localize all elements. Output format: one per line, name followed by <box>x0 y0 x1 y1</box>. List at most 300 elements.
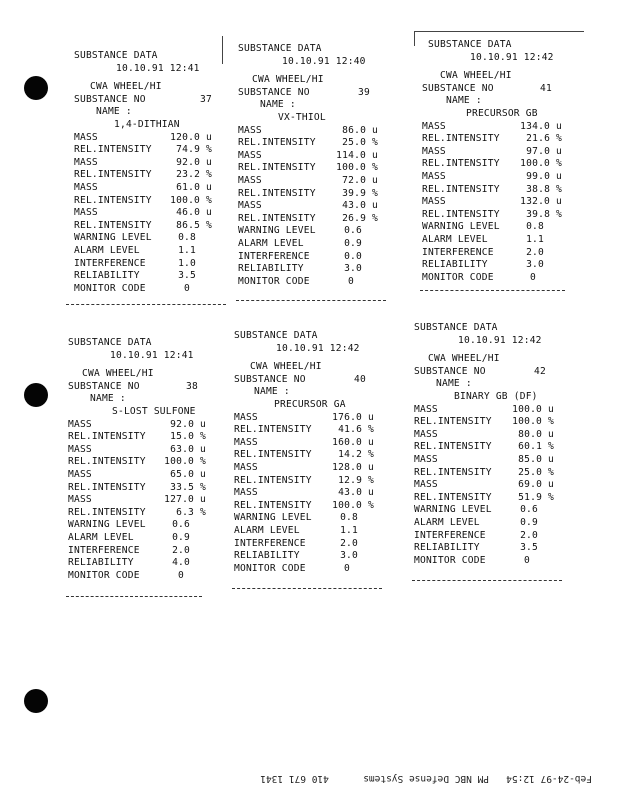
slip-row <box>414 416 554 429</box>
row-label: REL.INTENSITY <box>74 219 152 231</box>
row-label: RELIABILITY <box>422 259 488 271</box>
row-value: 1.0 <box>178 257 196 269</box>
row-label: MONITOR CODE <box>74 282 146 294</box>
slip-row <box>234 538 358 551</box>
slip-row <box>74 220 212 233</box>
slip-row <box>234 487 374 500</box>
row-label: WARNING LEVEL <box>74 232 152 244</box>
row-label: MASS <box>68 494 92 506</box>
name-label: NAME : <box>436 378 472 390</box>
slip-row <box>422 196 562 209</box>
row-value: 86.5 % <box>176 219 212 231</box>
slip-row <box>68 507 206 520</box>
row-label: RELIABILITY <box>234 550 300 562</box>
row-value: 92.0 u <box>170 418 206 430</box>
substance-no-value: 41 <box>540 82 552 94</box>
substance-no-value: 40 <box>354 373 366 385</box>
slip-row <box>422 247 544 260</box>
row-value: 63.0 u <box>170 443 206 455</box>
slip-library: CWA WHEEL/HI <box>82 368 154 380</box>
slip-row <box>238 188 378 201</box>
row-label: RELIABILITY <box>68 557 134 569</box>
row-label: ALARM LEVEL <box>238 237 304 249</box>
row-value: 132.0 u <box>520 196 562 208</box>
row-label: ALARM LEVEL <box>414 516 480 528</box>
row-value: 38.8 % <box>526 183 562 195</box>
slip-row <box>414 467 554 480</box>
slip-row <box>414 404 554 417</box>
slip-row <box>74 245 196 258</box>
row-label: ALARM LEVEL <box>74 244 140 256</box>
binder-hole-middle <box>24 383 48 407</box>
slip-row <box>422 221 544 234</box>
row-label: REL.INTENSITY <box>68 456 146 468</box>
row-value: 51.9 % <box>518 491 554 503</box>
substance-slip <box>74 50 212 295</box>
tear-line-4 <box>66 596 202 597</box>
slip-row <box>238 276 354 289</box>
substance-no-value: 42 <box>534 365 546 377</box>
substance-slip <box>234 330 374 575</box>
row-value: 25.0 % <box>342 137 378 149</box>
slip-row <box>238 137 378 150</box>
row-value: 128.0 u <box>332 461 374 473</box>
row-value: 12.9 % <box>338 474 374 486</box>
slip-header: SUBSTANCE DATA <box>234 330 318 341</box>
slip-row <box>74 258 196 271</box>
row-value: 3.0 <box>344 263 362 275</box>
row-label: INTERFERENCE <box>422 246 494 258</box>
row-label: REL.INTENSITY <box>74 169 152 181</box>
row-value: 2.0 <box>520 529 538 541</box>
slip-datetime: 10.10.91 12:42 <box>470 51 554 63</box>
row-value: 65.0 u <box>170 468 206 480</box>
slip-row <box>74 132 212 145</box>
slip-row <box>422 146 562 159</box>
row-label: MASS <box>238 174 262 186</box>
row-label: INTERFERENCE <box>74 257 146 269</box>
name-label: NAME : <box>260 99 296 111</box>
slip-row <box>238 125 378 138</box>
row-label: REL.INTENSITY <box>414 466 492 478</box>
row-value: 3.5 <box>520 542 538 554</box>
slip-row <box>68 545 190 558</box>
substance-no-row <box>234 374 366 387</box>
substance-no-label: SUBSTANCE NO <box>238 86 310 98</box>
slip-row <box>234 500 374 513</box>
row-value: 26.9 % <box>342 212 378 224</box>
slip-row <box>234 475 374 488</box>
row-value: 0.8 <box>526 221 544 233</box>
slip-row <box>422 133 562 146</box>
slip-row <box>414 517 538 530</box>
slip-row <box>68 419 206 432</box>
substance-no-label: SUBSTANCE NO <box>74 93 146 105</box>
row-label: INTERFERENCE <box>414 529 486 541</box>
substance-no-row <box>238 87 370 100</box>
slip-row <box>422 272 536 285</box>
row-value: 100.0 % <box>512 416 554 428</box>
row-value: 0 <box>178 569 184 581</box>
slip-row <box>238 200 378 213</box>
slip-row <box>74 232 196 245</box>
row-label: REL.INTENSITY <box>74 194 152 206</box>
row-value: 0.6 <box>172 519 190 531</box>
name-label: NAME : <box>254 386 290 398</box>
row-value: 0 <box>530 271 536 283</box>
row-value: 6.3 % <box>176 506 206 518</box>
row-label: MASS <box>74 181 98 193</box>
row-value: 0.0 <box>344 250 362 262</box>
slip-row <box>68 482 206 495</box>
row-label: WARNING LEVEL <box>238 225 316 237</box>
slip-datetime: 10.10.91 12:42 <box>276 342 360 354</box>
slip-row <box>238 225 362 238</box>
row-value: 61.0 u <box>176 181 212 193</box>
row-label: MASS <box>414 479 438 491</box>
row-value: 2.0 <box>526 246 544 258</box>
row-label: MONITOR CODE <box>414 554 486 566</box>
slip-row <box>68 456 206 469</box>
row-value: 43.0 u <box>338 487 374 499</box>
row-value: 114.0 u <box>336 149 378 161</box>
slip-row <box>238 251 362 264</box>
slip-row <box>238 263 362 276</box>
slip-library: CWA WHEEL/HI <box>90 81 162 93</box>
slip-row <box>74 169 212 182</box>
row-label: ALARM LEVEL <box>68 531 134 543</box>
slip-row <box>414 504 538 517</box>
row-value: 1.1 <box>178 244 196 256</box>
row-value: 134.0 u <box>520 120 562 132</box>
row-label: REL.INTENSITY <box>234 499 312 511</box>
row-label: REL.INTENSITY <box>68 481 146 493</box>
row-label: REL.INTENSITY <box>238 137 316 149</box>
slip-row <box>234 525 358 538</box>
slip-row <box>414 479 554 492</box>
row-label: REL.INTENSITY <box>234 474 312 486</box>
row-label: MASS <box>422 145 446 157</box>
row-value: 100.0 % <box>332 499 374 511</box>
slip-row <box>234 512 358 525</box>
substance-no-label: SUBSTANCE NO <box>234 373 306 385</box>
row-value: 0.8 <box>340 512 358 524</box>
slip-row <box>422 158 562 171</box>
tear-line-2 <box>236 300 386 301</box>
substance-name: S-LOST SULFONE <box>112 405 196 417</box>
row-value: 46.0 u <box>176 207 212 219</box>
substance-no-label: SUBSTANCE NO <box>68 380 140 392</box>
row-label: MASS <box>74 131 98 143</box>
slip-row <box>422 171 562 184</box>
row-label: ALARM LEVEL <box>422 233 488 245</box>
row-label: REL.INTENSITY <box>238 162 316 174</box>
substance-no-value: 38 <box>186 380 198 392</box>
slip-row <box>74 157 212 170</box>
substance-no-row <box>414 366 546 379</box>
substance-slip <box>422 39 562 284</box>
substance-slip <box>238 43 378 288</box>
row-value: 160.0 u <box>332 436 374 448</box>
slip-header: SUBSTANCE DATA <box>238 43 322 54</box>
slip-header: SUBSTANCE DATA <box>68 337 152 348</box>
substance-no-value: 39 <box>358 86 370 98</box>
row-value: 100.0 % <box>164 456 206 468</box>
slip-row <box>414 555 530 568</box>
slip-row <box>234 550 358 563</box>
row-value: 0.9 <box>520 516 538 528</box>
binder-hole-bottom <box>24 689 48 713</box>
row-value: 120.0 u <box>170 131 212 143</box>
slip-row <box>422 121 562 134</box>
row-label: MONITOR CODE <box>238 275 310 287</box>
row-value: 0.6 <box>344 225 362 237</box>
name-label: NAME : <box>446 95 482 107</box>
row-value: 74.9 % <box>176 144 212 156</box>
slip-row <box>234 563 350 576</box>
row-label: RELIABILITY <box>74 270 140 282</box>
slip-header: SUBSTANCE DATA <box>74 50 158 61</box>
row-label: MASS <box>414 428 438 440</box>
fax-footer: Feb-24-97 12:54 PM NBC Defense Systems 410 671 1341 <box>260 773 592 784</box>
row-label: MASS <box>74 156 98 168</box>
slip-library: CWA WHEEL/HI <box>252 74 324 86</box>
row-value: 0 <box>184 282 190 294</box>
row-label: MASS <box>234 487 258 499</box>
tear-line-6 <box>412 580 562 581</box>
slip-header: SUBSTANCE DATA <box>414 322 498 333</box>
slip-row <box>238 175 378 188</box>
row-value: 2.0 <box>340 537 358 549</box>
row-value: 0.8 <box>178 232 196 244</box>
slip-row <box>74 207 212 220</box>
substance-no-label: SUBSTANCE NO <box>422 82 494 94</box>
row-label: MASS <box>68 418 92 430</box>
slip-row <box>422 234 544 247</box>
row-label: REL.INTENSITY <box>238 187 316 199</box>
row-label: WARNING LEVEL <box>422 221 500 233</box>
row-value: 100.0 % <box>336 162 378 174</box>
slip-row <box>234 412 374 425</box>
row-label: MASS <box>422 196 446 208</box>
slip-row <box>414 429 554 442</box>
row-value: 1.1 <box>526 233 544 245</box>
row-value: 127.0 u <box>164 494 206 506</box>
row-label: MONITOR CODE <box>422 271 494 283</box>
substance-slip <box>68 337 206 582</box>
row-value: 39.9 % <box>342 187 378 199</box>
slip-row <box>68 469 206 482</box>
slip-row <box>68 431 206 444</box>
tear-line-5 <box>232 588 382 589</box>
row-label: REL.INTENSITY <box>414 491 492 503</box>
slip-row <box>68 494 206 507</box>
slip-row <box>68 570 184 583</box>
row-label: REL.INTENSITY <box>74 144 152 156</box>
slip-row <box>414 530 538 543</box>
row-label: REL.INTENSITY <box>234 449 312 461</box>
row-value: 39.8 % <box>526 208 562 220</box>
row-label: REL.INTENSITY <box>414 441 492 453</box>
row-value: 2.0 <box>172 544 190 556</box>
substance-no-value: 37 <box>200 93 212 105</box>
row-label: MASS <box>414 403 438 415</box>
row-value: 69.0 u <box>518 479 554 491</box>
substance-no-row <box>68 381 198 394</box>
row-label: MASS <box>234 461 258 473</box>
name-label: NAME : <box>96 106 132 118</box>
row-label: ALARM LEVEL <box>234 524 300 536</box>
row-label: REL.INTENSITY <box>234 424 312 436</box>
substance-name: VX-THIOL <box>278 111 326 123</box>
slip-header: SUBSTANCE DATA <box>428 39 512 50</box>
row-label: MASS <box>422 170 446 182</box>
row-value: 99.0 u <box>526 170 562 182</box>
substance-no-row <box>422 83 552 96</box>
row-label: REL.INTENSITY <box>238 212 316 224</box>
row-value: 15.0 % <box>170 431 206 443</box>
slip-row <box>414 492 554 505</box>
row-label: MASS <box>74 207 98 219</box>
substance-name: PRECURSOR GB <box>466 107 538 119</box>
slip-library: CWA WHEEL/HI <box>250 361 322 373</box>
slip-row <box>414 454 554 467</box>
row-value: 72.0 u <box>342 174 378 186</box>
row-label: MASS <box>414 453 438 465</box>
row-label: INTERFERENCE <box>68 544 140 556</box>
row-label: REL.INTENSITY <box>414 416 492 428</box>
row-value: 176.0 u <box>332 411 374 423</box>
row-value: 60.1 % <box>518 441 554 453</box>
row-value: 0 <box>344 562 350 574</box>
row-value: 100.0 % <box>520 158 562 170</box>
slip-library: CWA WHEEL/HI <box>428 353 500 365</box>
slip-row <box>422 259 544 272</box>
substance-name: PRECURSOR GA <box>274 398 346 410</box>
row-value: 3.5 <box>178 270 196 282</box>
row-label: MONITOR CODE <box>68 569 140 581</box>
row-label: INTERFERENCE <box>238 250 310 262</box>
row-value: 97.0 u <box>526 145 562 157</box>
slip-datetime: 10.10.91 12:42 <box>458 334 542 346</box>
row-value: 3.0 <box>526 259 544 271</box>
slip-row <box>74 270 196 283</box>
slip-row <box>238 150 378 163</box>
slip-datetime: 10.10.91 12:41 <box>110 349 194 361</box>
substance-name: 1,4-DITHIAN <box>114 118 180 130</box>
slip-row <box>74 283 190 296</box>
row-value: 86.0 u <box>342 124 378 136</box>
slip-row <box>234 462 374 475</box>
slip-row <box>74 144 212 157</box>
slip-edge-3-top <box>414 31 584 32</box>
row-label: MASS <box>68 443 92 455</box>
row-value: 0 <box>348 275 354 287</box>
slip-row <box>74 182 212 195</box>
slip-row <box>68 519 190 532</box>
row-label: REL.INTENSITY <box>422 133 500 145</box>
row-value: 41.6 % <box>338 424 374 436</box>
row-label: REL.INTENSITY <box>68 506 146 518</box>
row-value: 100.0 % <box>170 194 212 206</box>
row-value: 4.0 <box>172 557 190 569</box>
slip-row <box>422 209 562 222</box>
row-label: REL.INTENSITY <box>422 158 500 170</box>
slip-row <box>68 444 206 457</box>
row-label: MASS <box>234 411 258 423</box>
slip-row <box>238 162 378 175</box>
row-label: MASS <box>238 149 262 161</box>
tear-line-3 <box>420 290 565 291</box>
row-label: MONITOR CODE <box>234 562 306 574</box>
substance-name: BINARY GB (DF) <box>454 390 538 402</box>
row-label: REL.INTENSITY <box>422 183 500 195</box>
row-label: MASS <box>238 200 262 212</box>
row-value: 92.0 u <box>176 156 212 168</box>
slip-row <box>234 449 374 462</box>
binder-hole-top <box>24 76 48 100</box>
slip-row <box>68 532 190 545</box>
row-label: WARNING LEVEL <box>234 512 312 524</box>
row-value: 0 <box>524 554 530 566</box>
row-value: 100.0 u <box>512 403 554 415</box>
row-label: MASS <box>238 124 262 136</box>
row-label: REL.INTENSITY <box>68 431 146 443</box>
slip-row <box>68 557 190 570</box>
slip-row <box>234 437 374 450</box>
row-label: RELIABILITY <box>414 542 480 554</box>
row-value: 33.5 % <box>170 481 206 493</box>
slip-edge-3 <box>414 32 415 46</box>
row-value: 0.9 <box>344 237 362 249</box>
tear-line-1 <box>66 304 226 305</box>
row-value: 1.1 <box>340 524 358 536</box>
slip-library: CWA WHEEL/HI <box>440 70 512 82</box>
row-value: 3.0 <box>340 550 358 562</box>
row-label: WARNING LEVEL <box>414 504 492 516</box>
row-label: INTERFERENCE <box>234 537 306 549</box>
row-value: 14.2 % <box>338 449 374 461</box>
row-label: MASS <box>422 120 446 132</box>
row-label: WARNING LEVEL <box>68 519 146 531</box>
row-value: 23.2 % <box>176 169 212 181</box>
row-value: 80.0 u <box>518 428 554 440</box>
slip-row <box>234 424 374 437</box>
slip-row <box>414 441 554 454</box>
row-value: 0.9 <box>172 531 190 543</box>
slip-row <box>238 238 362 251</box>
row-value: 0.6 <box>520 504 538 516</box>
slip-row <box>414 542 538 555</box>
slip-edge-1 <box>222 36 223 64</box>
substance-no-label: SUBSTANCE NO <box>414 365 486 377</box>
slip-row <box>74 195 212 208</box>
row-label: RELIABILITY <box>238 263 304 275</box>
name-label: NAME : <box>90 393 126 405</box>
row-label: REL.INTENSITY <box>422 208 500 220</box>
row-label: MASS <box>68 468 92 480</box>
row-value: 85.0 u <box>518 453 554 465</box>
slip-datetime: 10.10.91 12:41 <box>116 62 200 74</box>
row-value: 25.0 % <box>518 466 554 478</box>
row-value: 21.6 % <box>526 133 562 145</box>
slip-row <box>238 213 378 226</box>
slip-datetime: 10.10.91 12:40 <box>282 55 366 67</box>
substance-slip <box>414 322 554 567</box>
substance-no-row <box>74 94 212 107</box>
slip-row <box>422 184 562 197</box>
row-value: 43.0 u <box>342 200 378 212</box>
